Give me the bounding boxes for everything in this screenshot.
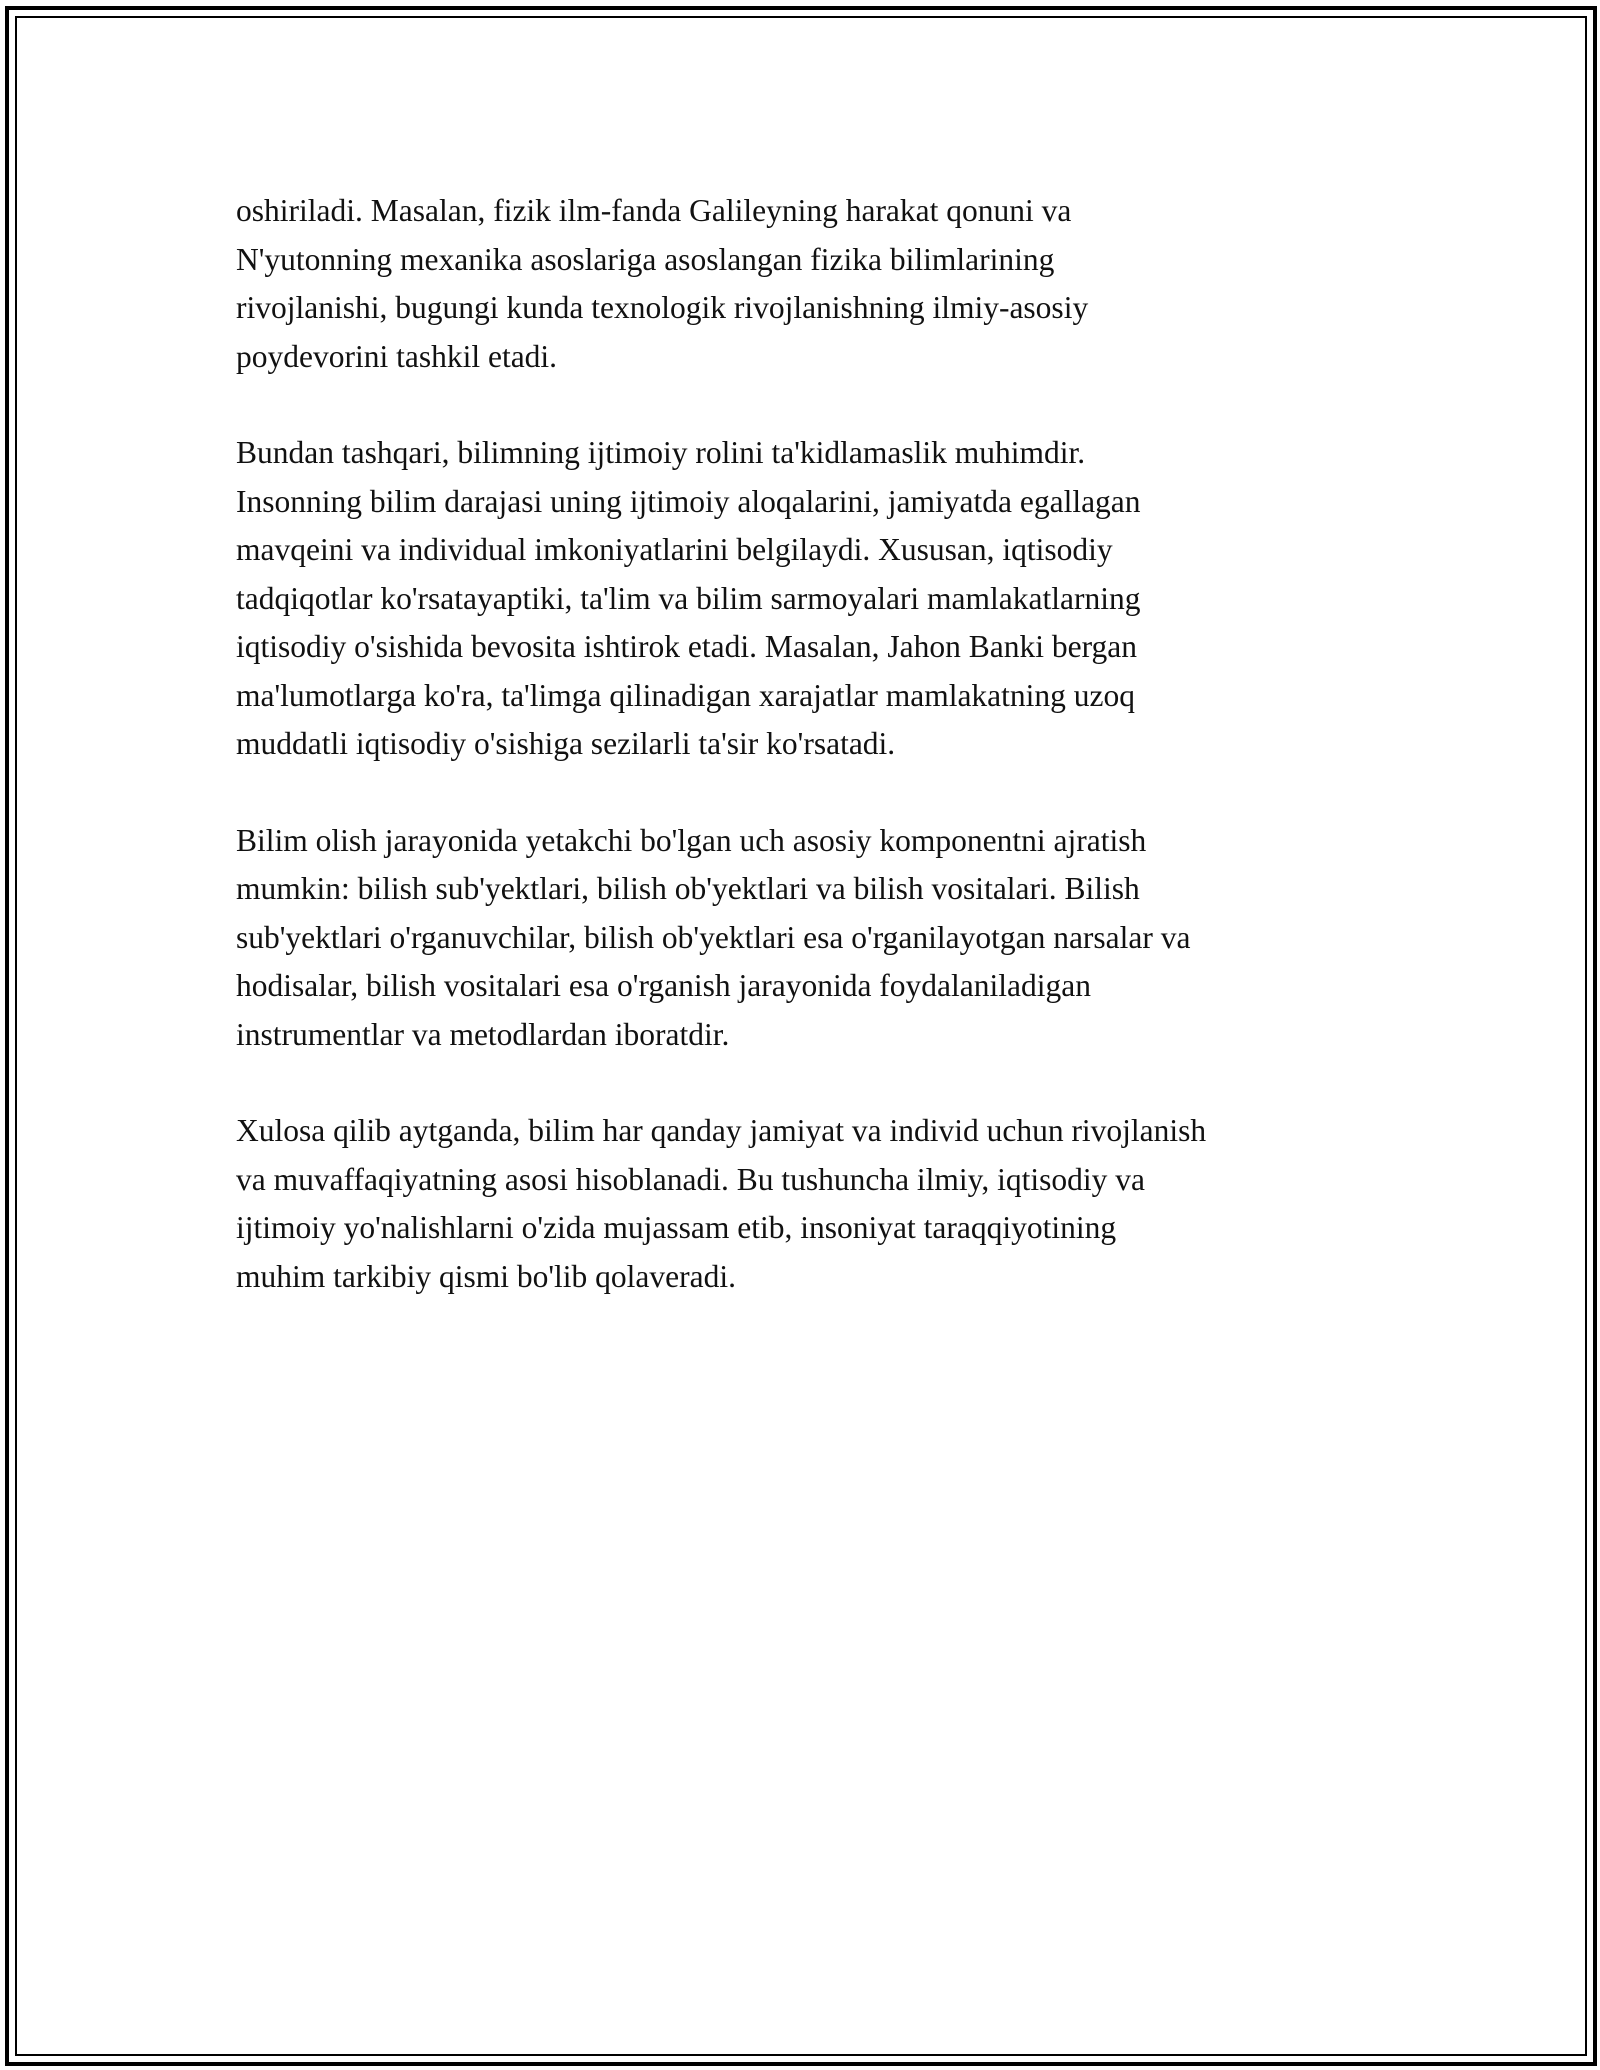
paragraph-line: N'yutonning mexanika asoslariga asoslangan fizika bilimlarining: [236, 241, 1055, 277]
paragraph-line: muddatli iqtisodiy o'sishiga sezilarli ta'sir ko'rsatadi.: [236, 726, 896, 761]
paragraph-line: va muvaffaqiyatning asosi hisoblanadi. Bu tushuncha ilmiy, iqtisodiy va: [236, 1161, 1146, 1197]
paragraph-line: ijtimoiy yo'nalishlarni o'zida mujassam etib, insoniyat taraqqiyotining: [236, 1210, 1117, 1245]
paragraph-1: [236, 187, 1426, 381]
paragraph-line: Xulosa qilib aytganda, bilim har qanday jamiyat va individ uchun rivojlanish: [236, 1113, 1207, 1148]
paragraph-line: oshiriladi. Masalan, fizik ilm-fanda Galileyning harakat qonuni va: [236, 193, 1072, 228]
paragraph-line: Bilim olish jarayonida yetakchi bo'lgan uch asosiy komponentni ajratish: [236, 822, 1147, 858]
paragraph-line: poydevorini tashkil etadi.: [236, 338, 558, 374]
paragraph-3: [236, 817, 1426, 1060]
paragraph-line: mavqeini va individual imkoniyatlarini belgilaydi. Xususan, iqtisodiy: [236, 532, 1113, 567]
paragraph-line: instrumentlar va metodlardan iboratdir.: [236, 1016, 730, 1052]
document-body: [236, 187, 1426, 1349]
paragraph-4: [236, 1107, 1426, 1301]
paragraph-line: sub'yektlari o'rganuvchilar, bilish ob'yektlari esa o'rganilayotgan narsalar va: [236, 919, 1191, 955]
paragraph-line: rivojlanishi, bugungi kunda texnologik rivojlanishning ilmiy-asosiy: [236, 290, 1089, 325]
paragraph-line: hodisalar, bilish vositalari esa o'rganish jarayonida foydalaniladigan: [236, 968, 1091, 1003]
paragraph-line: mumkin: bilish sub'yektlari, bilish ob'yektlari va bilish vositalari. Bilish: [236, 871, 1140, 906]
paragraph-line: iqtisodiy o'sishida bevosita ishtirok etadi. Masalan, Jahon Banki bergan: [236, 629, 1137, 664]
paragraph-2: [236, 429, 1426, 769]
paragraph-line: muhim tarkibiy qismi bo'lib qolaveradi.: [236, 1258, 736, 1294]
paragraph-line: Bundan tashqari, bilimning ijtimoiy rolini ta'kidlamaslik muhimdir.: [236, 435, 1086, 470]
paragraph-line: Insonning bilim darajasi uning ijtimoiy aloqalarini, jamiyatda egallagan: [236, 483, 1141, 519]
paragraph-line: tadqiqotlar ko'rsatayaptiki, ta'lim va bilim sarmoyalari mamlakatlarning: [236, 580, 1141, 616]
paragraph-line: ma'lumotlarga ko'ra, ta'limga qilinadigan xarajatlar mamlakatning uzoq: [236, 677, 1136, 713]
